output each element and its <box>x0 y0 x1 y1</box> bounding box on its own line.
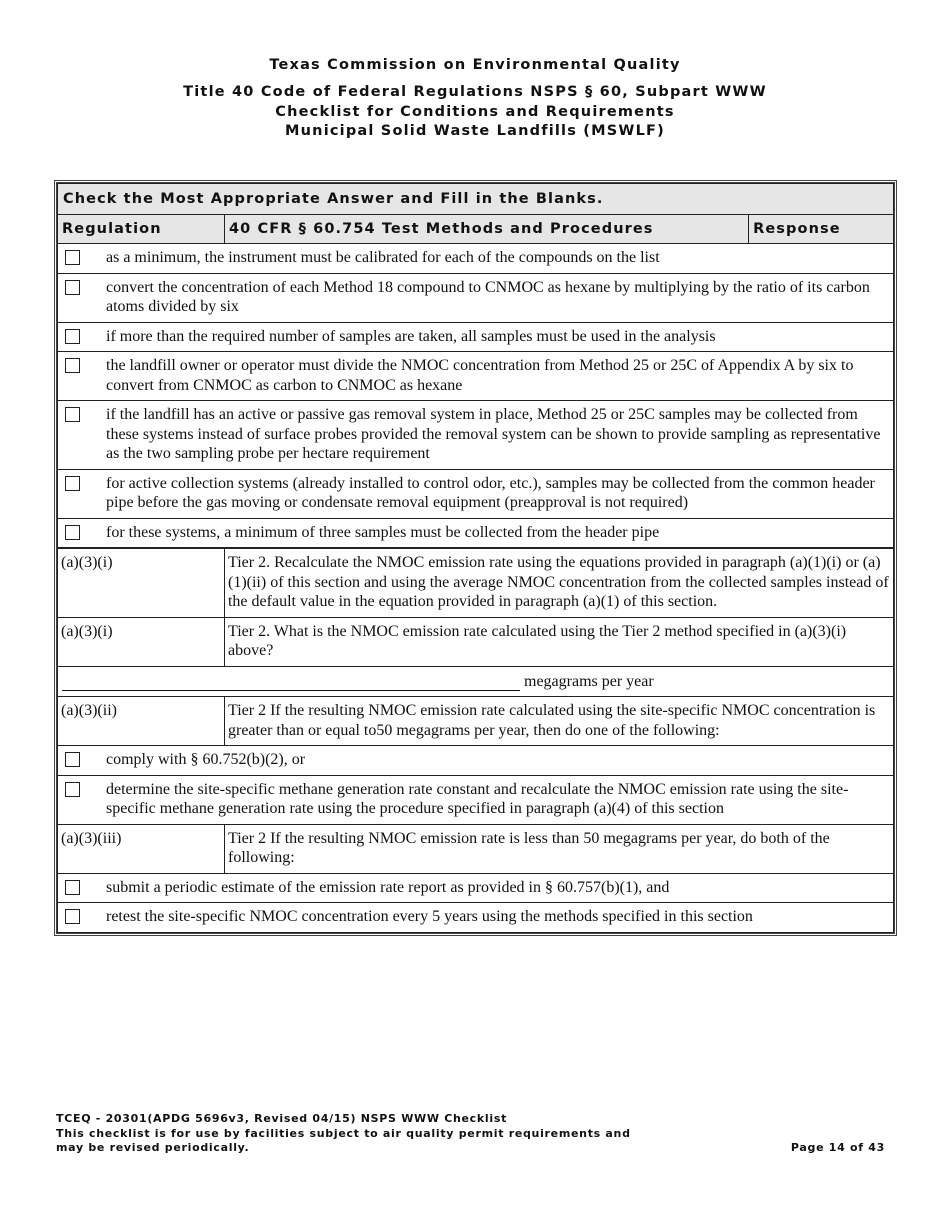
checklist-item-text: determine the site-specific methane generation rate constant and recalculate the NMOC emission rate using the site-specific methane generation rate using the procedure specified in paragraph (a)(4) of this section <box>106 780 849 817</box>
page-number: Page 14 of 43 <box>790 1141 885 1154</box>
emission-rate-blank[interactable] <box>62 674 520 691</box>
checklist-item <box>62 780 889 819</box>
instruction-header: Check the Most Appropriate Answer and Fill in the Blanks. <box>58 184 894 215</box>
checkbox[interactable] <box>65 476 80 491</box>
checklist-item <box>62 878 889 898</box>
agency-name: Texas Commission on Environmental Quality <box>269 57 681 73</box>
regulation-text: Tier 2 If the resulting NMOC emission rate calculated using the site-specific NMOC concentration is greater than or equal to50 megagrams per year, then do one of the following: <box>224 697 893 746</box>
regulation-row <box>58 548 894 617</box>
regulation-citation: (a)(3)(iii) <box>58 824 225 873</box>
regulation-text: Tier 2. What is the NMOC emission rate calculated using the Tier 2 method specified in (a)(3)(i) above? <box>224 617 893 666</box>
checklist-item-text: if more than the required number of samples are taken, all samples must be used in the analysis <box>106 327 716 345</box>
title-line-3: Municipal Solid Waste Landfills (MSWLF) <box>285 123 665 139</box>
regulation-column-header: Regulation <box>58 215 225 244</box>
checklist-item-text: if the landfill has an active or passive gas removal system in place, Method 25 or 25C samples may be collected from these systems instead of surface probes provided the removal system can be shown to provide sampling as representative as the two sampling probe per hectare requirement <box>106 406 881 462</box>
checklist-item <box>62 327 889 347</box>
checkbox[interactable] <box>65 280 80 295</box>
regulation-row <box>58 824 894 873</box>
form-id: TCEQ - 20301(APDG 5696v3, Revised 04/15) NSPS WWW Checklist <box>56 1112 508 1125</box>
checklist-item-text: as a minimum, the instrument must be calibrated for each of the compounds on the list <box>106 249 660 266</box>
checklist-item <box>62 523 889 543</box>
emission-rate-entry <box>58 666 894 697</box>
checkbox[interactable] <box>65 525 80 540</box>
regulation-text: Tier 2 If the resulting NMOC emission rate is less than 50 megagrams per year, do both of the following: <box>224 824 893 873</box>
checklist-item <box>62 907 889 927</box>
checkbox[interactable] <box>65 909 80 924</box>
checkbox[interactable] <box>65 880 80 895</box>
checkbox[interactable] <box>65 752 80 767</box>
checklist-item-text: retest the site-specific NMOC concentration every 5 years using the methods specified in this section <box>106 908 753 925</box>
checklist-item-text: comply with § 60.752(b)(2), or <box>106 751 306 768</box>
regulation-row <box>58 617 894 666</box>
regulation-row <box>58 697 894 746</box>
document-header <box>0 56 950 142</box>
emission-rate-unit: megagrams per year <box>524 672 654 690</box>
document-footer <box>56 1112 891 1156</box>
checkbox[interactable] <box>65 358 80 373</box>
regulation-citation: (a)(3)(i) <box>58 617 225 666</box>
checklist-item-text: convert the concentration of each Method 18 compound to CNMOC as hexane by multiplying by the ratio of its carbon atoms divided by six <box>106 278 870 315</box>
checklist-item-text: for active collection systems (already installed to control odor, etc.), samples may be collected from the common header pipe before the gas moving or condensate removal equipment (preapproval is not required) <box>106 474 875 511</box>
regulation-citation: (a)(3)(i) <box>58 548 225 617</box>
section-column-header: 40 CFR § 60.754 Test Methods and Procedures <box>224 215 748 244</box>
regulation-citation: (a)(3)(ii) <box>58 697 225 746</box>
footer-note-2: may be revised periodically. <box>56 1141 250 1154</box>
title-line-1: Title 40 Code of Federal Regulations NSPS § 60, Subpart WWW <box>183 84 767 100</box>
footer-note-1: This checklist is for use by facilities subject to air quality permit requirements and <box>56 1126 631 1140</box>
checkbox[interactable] <box>65 329 80 344</box>
checklist-item-text: the landfill owner or operator must divide the NMOC concentration from Method 25 or 25C of Appendix A by six to convert from CNMOC as carbon to CNMOC as hexane <box>106 357 854 394</box>
checklist-table <box>54 180 897 936</box>
checklist-item <box>62 248 889 268</box>
regulation-text: Tier 2. Recalculate the NMOC emission rate using the equations provided in paragraph (a)(1)(i) or (a)(1)(ii) of this section and using the average NMOC concentration from the collected samples instead of the default value in the equation provided in paragraph (a)(1) of this section. <box>224 548 893 617</box>
response-column-header: Response <box>749 215 894 244</box>
checkbox[interactable] <box>65 250 80 265</box>
checklist-item-text: for these systems, a minimum of three samples must be collected from the header pipe <box>106 523 660 541</box>
title-line-2: Checklist for Conditions and Requirements <box>275 103 675 120</box>
checklist-item <box>62 474 889 513</box>
checklist-item <box>62 278 889 317</box>
checklist-item-text: submit a periodic estimate of the emission rate report as provided in § 60.757(b)(1), and <box>106 878 670 896</box>
checklist-item <box>62 750 889 770</box>
checkbox[interactable] <box>65 407 80 422</box>
checklist-item <box>62 356 889 395</box>
checklist-item <box>62 405 889 464</box>
checkbox[interactable] <box>65 782 80 797</box>
